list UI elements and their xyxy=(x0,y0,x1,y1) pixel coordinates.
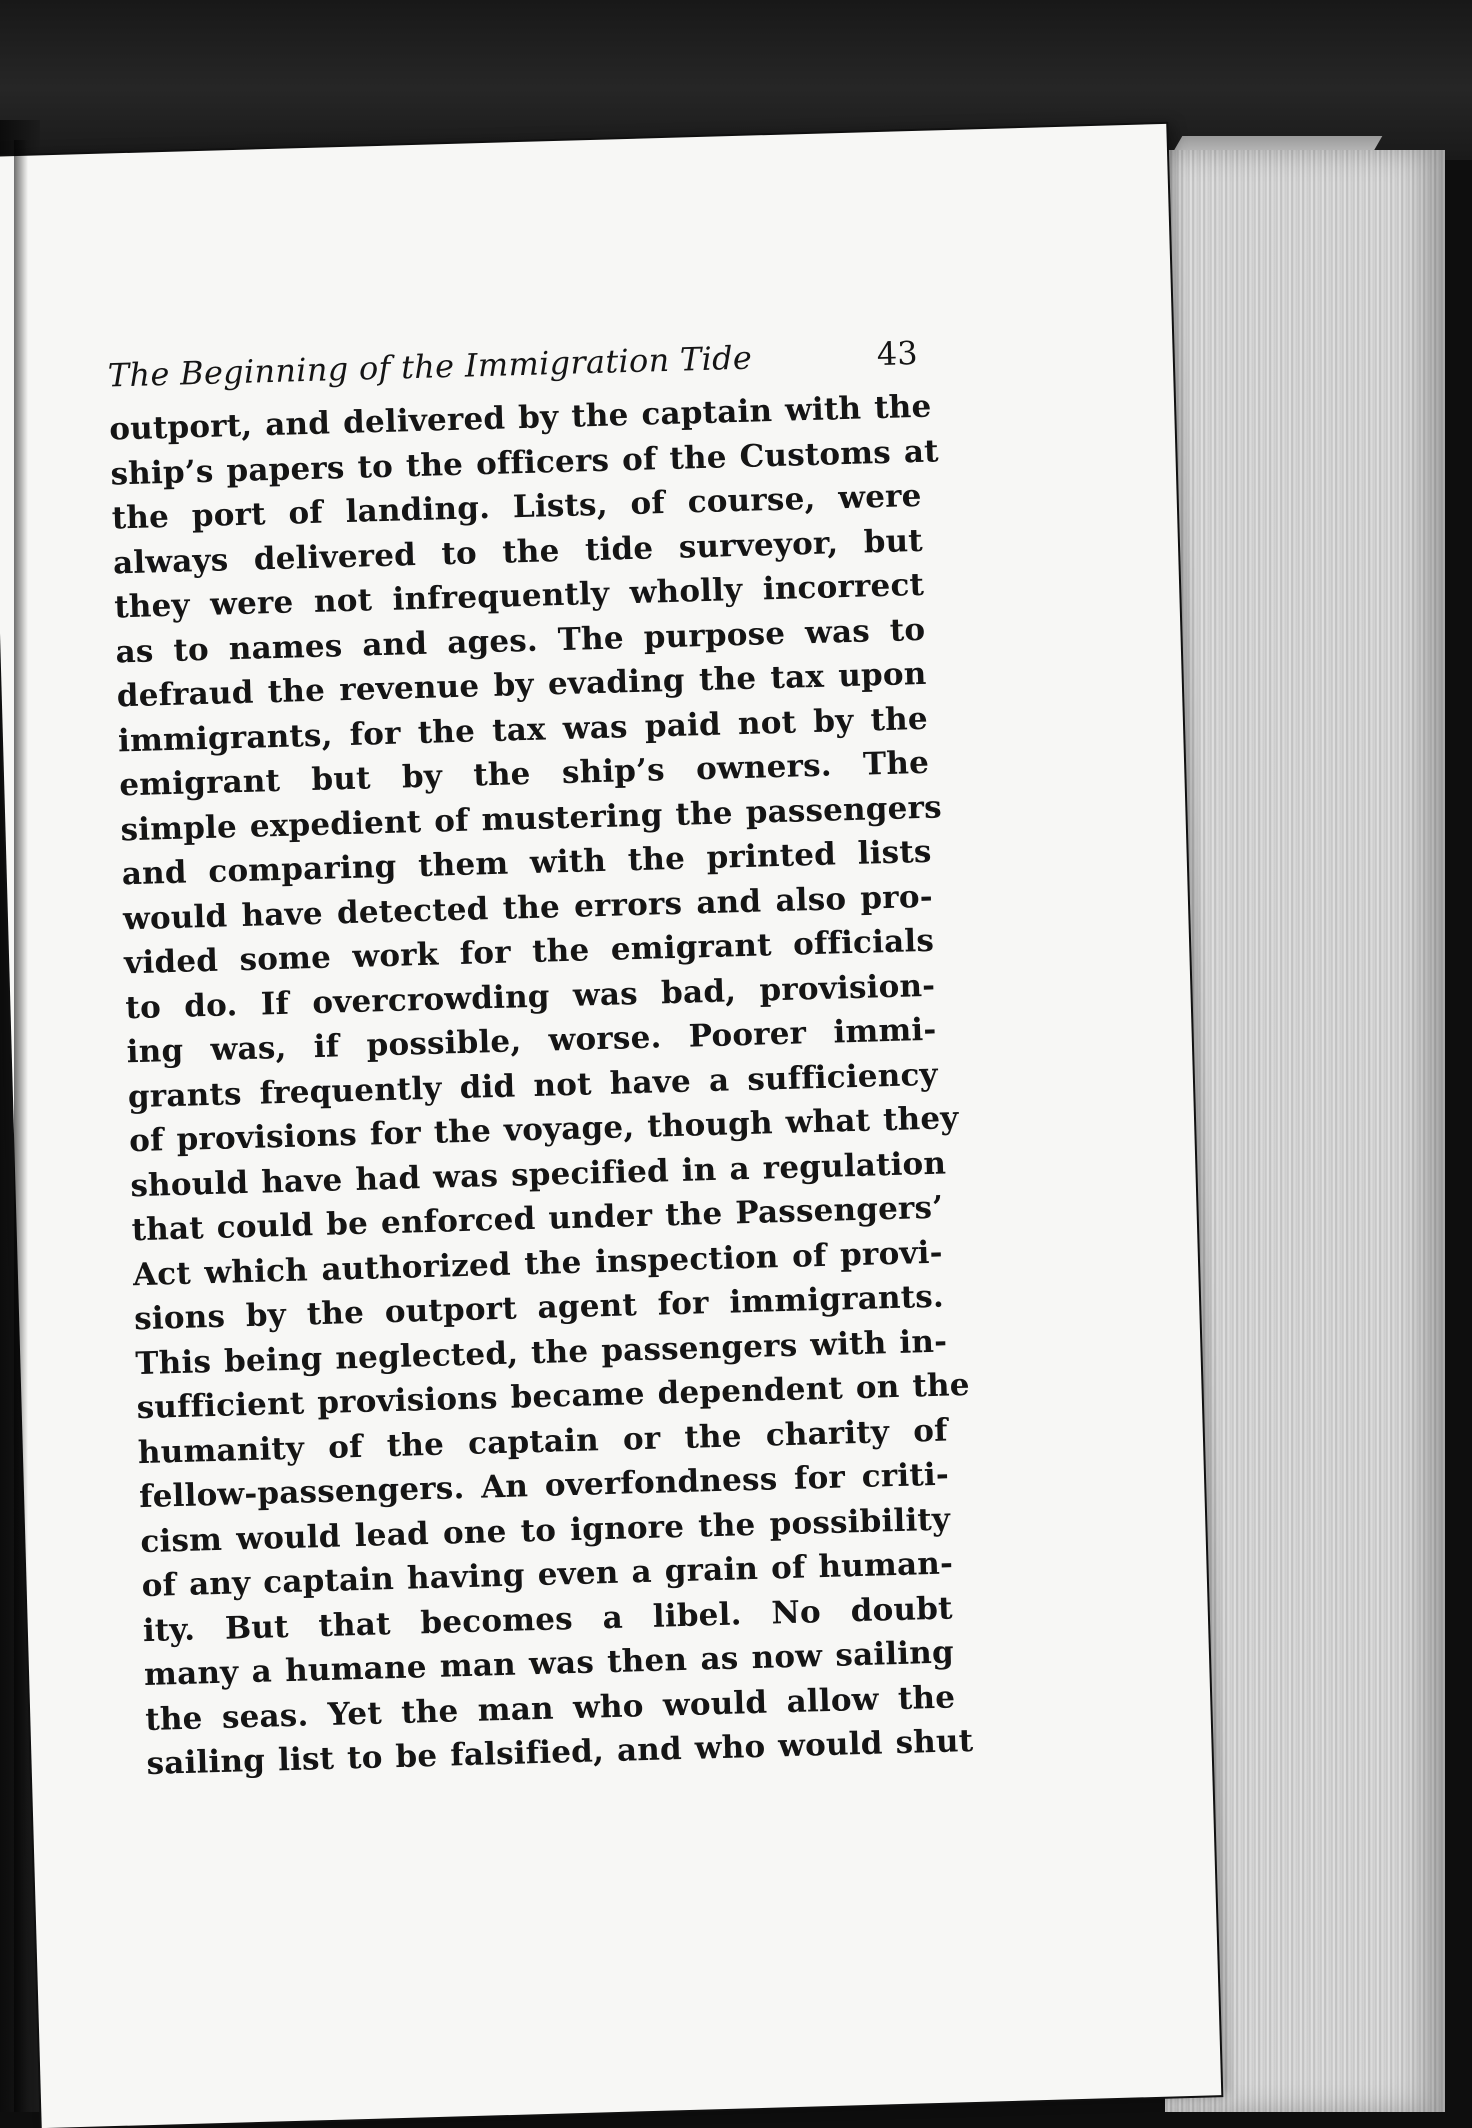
page-number: 43 xyxy=(876,333,919,374)
text-line: fellow-passengers. An overfondness for criti- xyxy=(138,1456,950,1516)
text-line: of any captain having even a grain of human- xyxy=(141,1545,954,1605)
text-line: the seas. Yet the man who would allow the xyxy=(144,1678,956,1738)
text-line: they were not infrequently wholly incorrect xyxy=(113,566,925,626)
text-line: of provisions for the voyage, though what they xyxy=(128,1100,959,1160)
text-line: ity. But that becomes a libel. No doubt xyxy=(142,1589,954,1649)
text-line: cism would lead one to ignore the possibility xyxy=(139,1500,951,1560)
text-line: defraud the revenue by evading the tax upon xyxy=(116,655,928,715)
text-line: many a humane man was then as now sailing xyxy=(143,1634,955,1694)
running-title: The Beginning of the Immigration Tide xyxy=(107,338,753,395)
text-line: sions by the outport agent for immigrants. xyxy=(133,1278,945,1338)
text-line: Act which authorized the inspection of provi- xyxy=(132,1234,944,1293)
text-line: sufficient provisions became dependent on the xyxy=(136,1366,971,1427)
text-line: This being neglected, the passengers with in- xyxy=(134,1323,948,1382)
text-line: vided some work for the emigrant officials xyxy=(123,922,935,982)
text-line: ing was, if possible, worse. Poorer immi- xyxy=(126,1011,937,1071)
text-line: that could be enforced under the Passengers’ xyxy=(131,1189,944,1249)
text-line: would have detected the errors and also pro- xyxy=(122,878,934,937)
body-text xyxy=(108,385,974,1787)
text-line: as to names and ages. The purpose was to xyxy=(115,611,926,670)
text-line: humanity of the captain or the charity of xyxy=(137,1412,949,1471)
text-line: always delivered to the tide surveyor, but xyxy=(112,522,924,581)
text-line: simple expedient of mustering the passengers xyxy=(120,788,943,848)
text-line: ship’s papers to the officers of the Customs at xyxy=(110,432,940,493)
text-line: emigrant but by the ship’s owners. The xyxy=(118,744,930,804)
text-line: the port of landing. Lists, of course, were xyxy=(111,477,923,537)
spine-shadow xyxy=(14,140,28,2112)
text-line: sailing list to be falsified, and who would shut xyxy=(146,1722,974,1783)
text-line: outport, and delivered by the captain with the xyxy=(108,388,932,448)
text-line: immigrants, for the tax was paid not by the xyxy=(117,700,929,759)
text-line: and comparing them with the printed lists xyxy=(121,833,932,893)
page-content xyxy=(107,331,974,1787)
text-line: grants frequently did not have a sufficiency xyxy=(127,1056,939,1115)
text-line: should have had was specified in a regulation xyxy=(129,1144,947,1204)
text-line: to do. If overcrowding was bad, provision- xyxy=(125,967,936,1026)
book-page xyxy=(0,124,1221,2128)
